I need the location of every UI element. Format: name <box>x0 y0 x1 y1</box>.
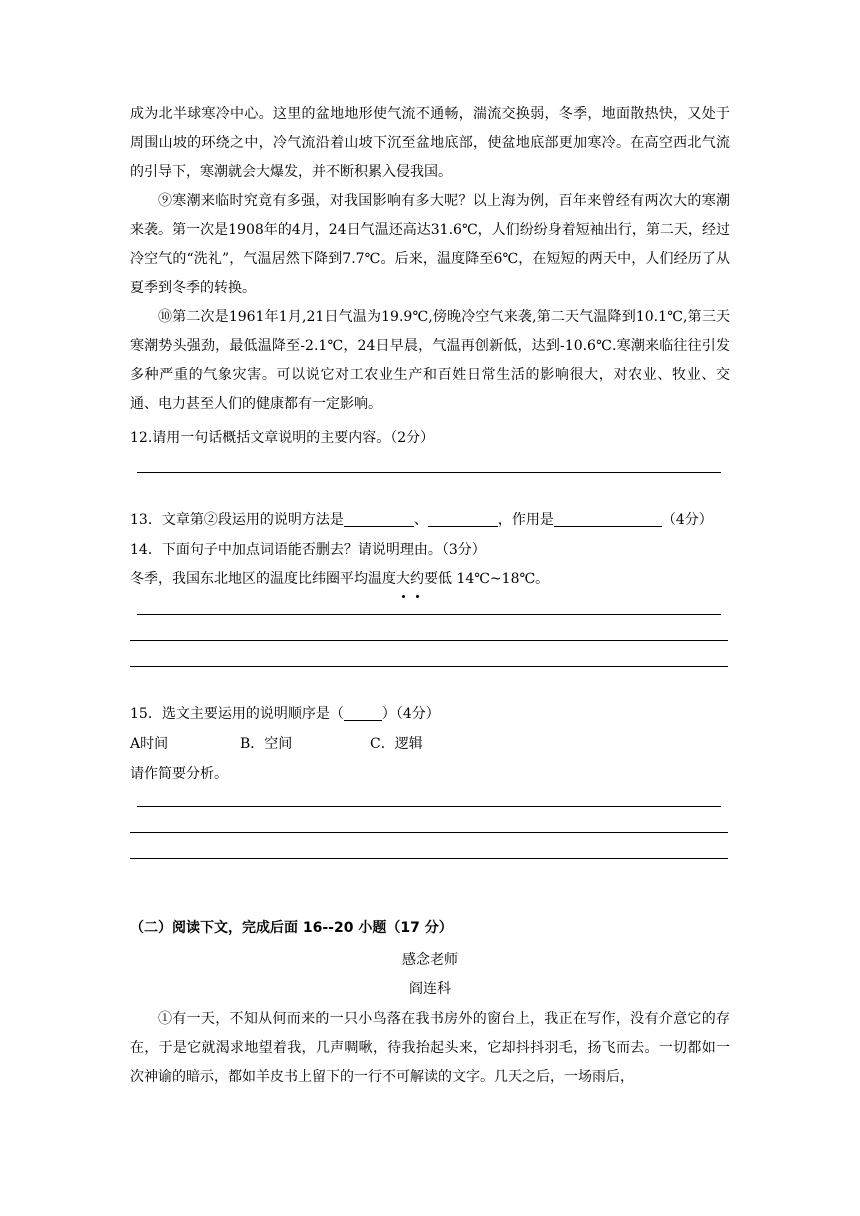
answer-line-14-1[interactable] <box>137 614 721 615</box>
blank-13-2[interactable] <box>428 510 498 527</box>
passage-paragraph-10: ⑩第二次是1961年1月,21日气温为19.9℃,傍晚冷空气来袭,第二天气温降到10.1℃,第三天寒潮势头强劲，最低温降至-2.1℃，24日早晨，气温再创新低，达到-10.6℃.寒潮来临往往引发多种严重的气象灾害。可以说它对工农业生产和百姓日常生活的影响很大，对农业、牧业、交通、电力甚至人们的健康都有一定影响。 <box>130 309 730 412</box>
question-15 <box>130 700 730 729</box>
answer-line-14-2[interactable] <box>130 640 728 641</box>
answer-line-15-2[interactable] <box>130 832 728 833</box>
question-13-text-b: ，作用是 <box>497 512 554 528</box>
passage-paragraph-9: ⑨寒潮来临时究竟有多强，对我国影响有多大呢？以上海为例，百年来曾经有两次大的寒潮来袭。第一次是1908年的4月，24日气温还高达31.6℃，人们纷纷身着短袖出行，第二天，经过冷空气的“洗礼”，气温居然下降到7.7℃。后来，温度降至6℃，在短短的两天中，人们经历了从夏季到冬季的转换。 <box>130 193 730 296</box>
answer-line-15-1[interactable] <box>137 806 721 807</box>
option-c: C．逻辑 <box>370 736 423 752</box>
question-14-sentence <box>130 565 730 594</box>
article-title: 感念老师 <box>402 952 458 968</box>
passage-paragraph-top: 成为北半球寒冷中心。这里的盆地地形使气流不通畅，湍流交换弱，冬季，地面散热快，又处于周围山坡的环绕之中，冷气流沿着山坡下沉至盆地底部，使盆地底部更加寒冷。在高空西北气流的引导下，寒潮就会大爆发，并不断积累入侵我国。 <box>130 106 730 180</box>
question-12: 12.请用一句话概括文章说明的主要内容。（2分） <box>130 430 435 446</box>
blank-15[interactable] <box>344 704 382 721</box>
sentence-post: 要低 14℃~18℃。 <box>424 571 550 587</box>
section-two-heading: （二）阅读下文，完成后面 16--20 小题（17 分） <box>130 920 453 936</box>
option-b: B．空间 <box>240 736 293 752</box>
question-13-text: 13．文章第②段运用的说明方法是 <box>130 512 344 528</box>
article-author: 阎连科 <box>409 981 451 997</box>
dotted-word-2: 约 <box>410 565 424 594</box>
article-paragraph-1: ①有一天，不知从何而来的一只小鸟落在我书房外的窗台上，我正在写作，没有介意它的存在，于是它就渴求地望着我，几声啁啾，待我抬起头来，它却抖抖羽毛，扬飞而去。一切都如一次神谕的暗示，都如羊皮书上留下的一行不可解读的文字。几天之后，一场雨后， <box>130 1011 730 1085</box>
question-15-end: ）（4分） <box>381 706 440 722</box>
question-14: 14．下面句子中加点词语能否删去？请说明理由。（3分） <box>130 542 486 558</box>
question-13 <box>130 506 730 535</box>
answer-line-14-3[interactable] <box>130 666 728 667</box>
dotted-word-1: 大 <box>396 565 410 594</box>
answer-line-12[interactable] <box>137 472 721 473</box>
question-13-score: （4分） <box>661 512 713 528</box>
option-a: A时间 <box>130 736 169 752</box>
question-15-text: 15．选文主要运用的说明顺序是（ <box>130 706 344 722</box>
question-15-options <box>130 730 730 759</box>
sentence-pre: 冬季，我国东北地区的温度比纬圈平均温度 <box>130 571 396 587</box>
blank-13-3[interactable] <box>554 510 662 527</box>
blank-13-1[interactable] <box>344 510 414 527</box>
question-13-sep: 、 <box>413 512 428 528</box>
question-15-prompt: 请作简要分析。 <box>130 766 228 782</box>
answer-line-15-3[interactable] <box>130 858 728 859</box>
